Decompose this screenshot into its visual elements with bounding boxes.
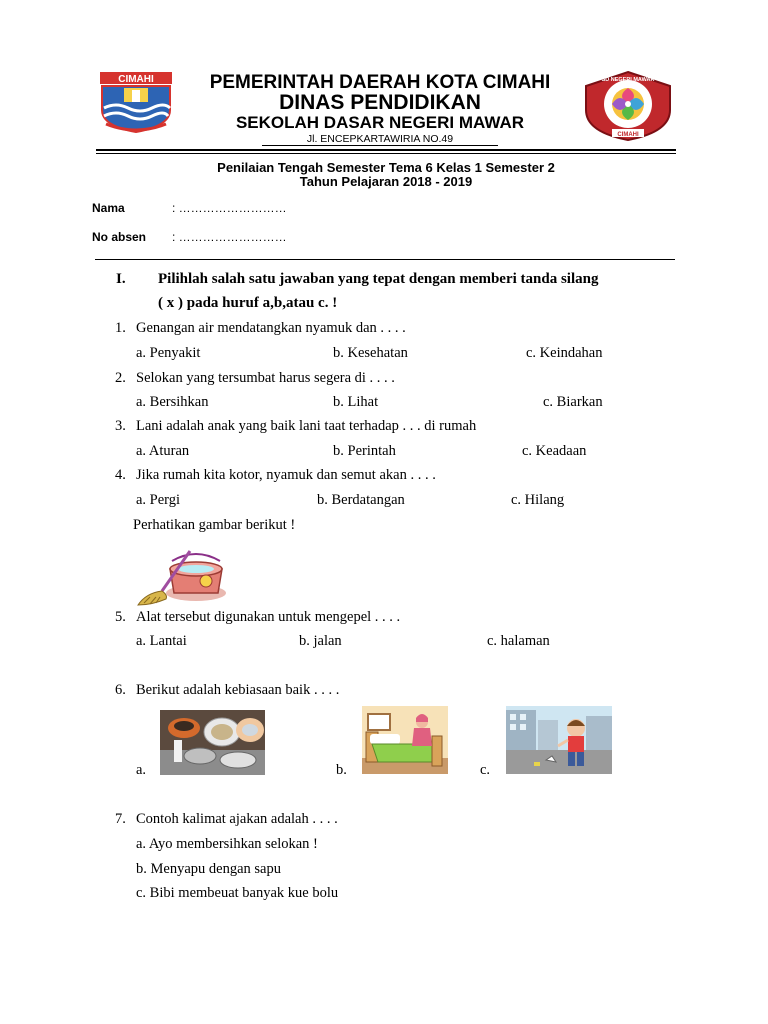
option-c[interactable]: c. (480, 762, 491, 778)
absen-label: No absen (92, 230, 147, 244)
picture-prompt: Perhatikan gambar berikut ! (133, 517, 296, 533)
question-text: Lani adalah anak yang baik lani taat terhadap . . . di rumah (136, 418, 477, 434)
question-number: 3. (115, 418, 126, 434)
logo-right-bottom-label: CIMAHI (617, 132, 639, 138)
option-a[interactable]: a. Aturan (136, 443, 190, 459)
dirty-dishes-image[interactable] (160, 710, 265, 775)
logo-left-label: CIMAHI (118, 74, 154, 85)
question-number: 5. (115, 609, 126, 625)
option-c[interactable]: c. halaman (487, 633, 550, 649)
address-underline (262, 145, 498, 146)
question-number: 4. (115, 467, 126, 483)
option-c[interactable]: c. Keadaan (522, 443, 587, 459)
option-b[interactable]: b. Kesehatan (333, 345, 408, 361)
question-text: Contoh kalimat ajakan adalah . . . . (136, 811, 338, 827)
question-text: Alat tersebut digunakan untuk mengepel . . . . (136, 609, 401, 625)
option-b[interactable]: b. Lihat (333, 394, 379, 410)
header-address: Jl. ENCEPKARTAWIRIA NO.49 (306, 133, 454, 145)
option-b[interactable]: b. Perintah (333, 443, 396, 459)
option-a[interactable]: a. Pergi (136, 492, 181, 508)
making-bed-image[interactable] (362, 706, 448, 774)
mop-bucket-image (132, 547, 234, 607)
header-double-rule-thin (96, 153, 676, 154)
header-department: DINAS PENDIDIKAN (279, 91, 481, 114)
option-c[interactable]: c. Bibi membeuat banyak kue bolu (136, 885, 339, 901)
option-c[interactable]: c. Hilang (511, 492, 565, 508)
school-logo-right (580, 70, 676, 142)
header-government: PEMERINTAH DAERAH KOTA CIMAHI (209, 72, 551, 93)
option-c[interactable]: c. Keindahan (526, 345, 603, 361)
littering-boy-image[interactable] (506, 706, 612, 774)
divider (95, 259, 675, 260)
name-label: Nama (92, 201, 125, 215)
absen-field[interactable]: : ……………………… (172, 230, 287, 244)
question-number: 1. (115, 320, 126, 336)
school-logo-left (96, 72, 176, 134)
question-text: Genangan air mendatangkan nyamuk dan . . . . (136, 320, 406, 336)
option-a[interactable]: a. Lantai (136, 633, 187, 649)
option-a[interactable]: a. (136, 762, 147, 778)
question-text: Selokan yang tersumbat harus segera di . . . . (136, 370, 395, 386)
option-b[interactable]: b. (336, 762, 347, 778)
header-school: SEKOLAH DASAR NEGERI MAWAR (235, 113, 525, 132)
exam-year: Tahun Pelajaran 2018 - 2019 (299, 174, 473, 189)
exam-title: Penilaian Tengah Semester Tema 6 Kelas 1 Semester 2 (217, 160, 555, 175)
option-a[interactable]: a. Penyakit (136, 345, 201, 361)
option-b[interactable]: b. jalan (299, 633, 342, 649)
option-b[interactable]: b. Berdatangan (317, 492, 405, 508)
question-number: 2. (115, 370, 126, 386)
option-b[interactable]: b. Menyapu dengan sapu (136, 861, 281, 877)
question-text: Jika rumah kita kotor, nyamuk dan semut akan . . . . (136, 467, 436, 483)
question-number: 6. (115, 682, 126, 698)
question-number: 7. (115, 811, 126, 827)
option-a[interactable]: a. Ayo membersihkan selokan ! (136, 836, 318, 852)
question-text: Berikut adalah kebiasaan baik . . . . (136, 682, 340, 698)
logo-right-top-label: SD NEGERI MAWAR (601, 77, 655, 83)
option-a[interactable]: a. Bersihkan (136, 394, 209, 410)
option-c[interactable]: c. Biarkan (543, 394, 603, 410)
section-instruction-2: ( x ) pada huruf a,b,atau c. ! (158, 295, 338, 311)
header-double-rule-thick (96, 149, 676, 151)
name-field[interactable]: : ……………………… (172, 201, 287, 215)
section-number: I. (116, 271, 126, 287)
section-instruction-1: Pilihlah salah satu jawaban yang tepat dengan memberi tanda silang (158, 271, 599, 287)
